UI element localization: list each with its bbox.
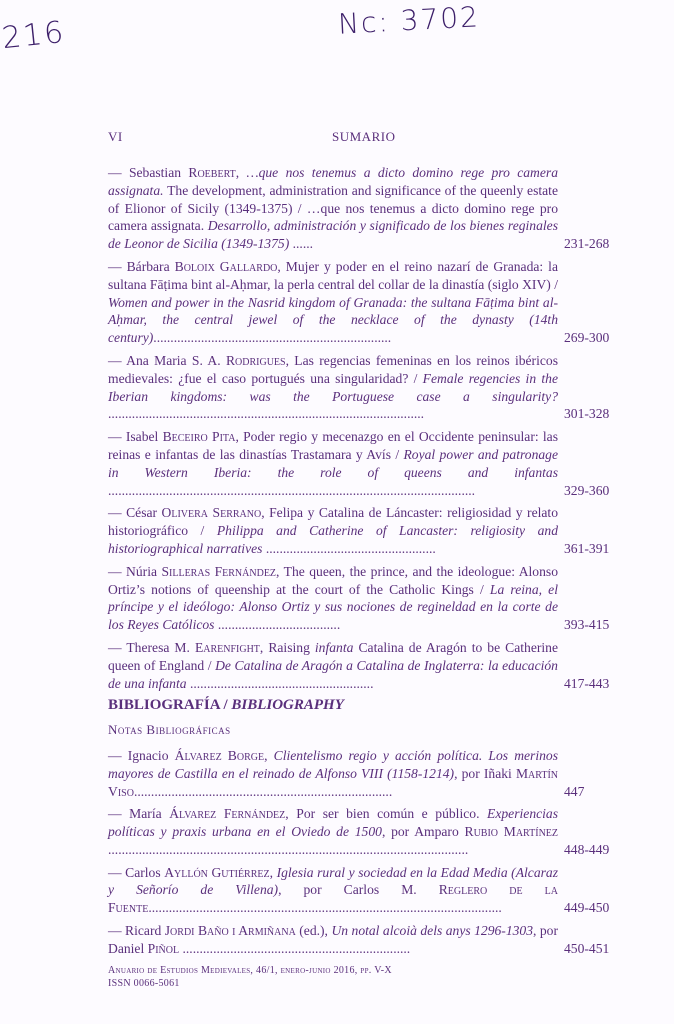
author-name: Rodrigues	[225, 352, 286, 368]
bibliography-entry: — Ricard Jordi Baño i Armiñana (ed.), Un notal alcoià dels anys 1296-1303, por Daniel Piñol ................................................................... 450-451	[108, 922, 558, 958]
toc-entry: — Núria Silleras Fernández, The queen, the prince, and the ideologue: Alonso Ortiz’s notions of queenship at the court of the Catholic Kings / La reina, el príncipe y el ideólogo: Alonso Ortiz y sus nociones de regineldad en la corte de los Reyes Católicos .................................... 393-415	[108, 563, 558, 634]
author-name: Beceiro Pita	[162, 429, 236, 445]
page-range: 269-300	[564, 330, 610, 346]
table-of-contents	[108, 164, 610, 963]
section-heading: BIBLIOGRAFÍA / BIBLIOGRAPHY	[108, 697, 344, 714]
page-title: SUMARIO	[332, 129, 396, 144]
reviewer-name: Piñol	[147, 940, 180, 956]
toc-entry: — Isabel Beceiro Pita, Poder regio y mecenazgo en el Occidente peninsular: las reinas e infantas de las dinastías Trastamara y Avís / Royal power and patronage in Western Iberia: the role of queens and infantas ............................................................................................................ 329-360	[108, 428, 558, 499]
author-name: Roebert	[188, 165, 236, 180]
bibliography-entry: — Ignacio Álvarez Borge, Clientelismo regio y acción política. Los merinos mayores de Castilla en el reinado de Alfonso VIII (1158-1214), por Iñaki Martín Viso............................................................................ 447	[108, 747, 558, 800]
author-name: Earenfight	[194, 639, 260, 655]
page-number: VI	[108, 129, 123, 144]
bibliography-entry: — Carlos Ayllón Gutiérrez, Iglesia rural y sociedad en la Edad Media (Alcaraz y Señorío de Villena), por Carlos M. Reglero de la Fuente........................................................................................................ 449-450	[108, 864, 558, 917]
page-range: 450-451	[564, 940, 610, 956]
toc-entry: — Sebastian Roebert, …que nos tenemus a dicto domino rege pro camera assignata. The development, administration and significance of the queenly estate of Elionor of Sicily (1349-1375) / …que nos tenemus a dicto domino rege pro camera assignata. Desarrollo, administración y significado de los bienes reginales de Leonor de Sicilia (1349-1375) ...... 231-268	[108, 164, 558, 253]
journal-citation: Anuario de Estudios Medievales, 46/1, enero-junio 2016, pp. V-X	[108, 965, 392, 976]
author-name: Álvarez Fernández	[169, 806, 286, 822]
author-name: Boloix Gallardo	[174, 258, 278, 274]
toc-entry: — Ana Maria S. A. Rodrigues, Las regencias femeninas en los reinos ibéricos medievales: ¿fue el caso portugués una singularidad? / Female regencies in the Iberian kingdoms: was the Portuguese case a singularity? ............................................................................................. 301-328	[108, 352, 558, 423]
page-range: 329-360	[564, 482, 610, 498]
handwritten-number: 216	[0, 14, 67, 57]
bibliography-entry: — María Álvarez Fernández, Por ser bien común e público. Experiencias políticas y praxis urbana en el Oviedo de 1500, por Amparo Rubio Martínez .......................................................................................................... 448-449	[108, 805, 558, 858]
author-name: Álvarez Borge	[174, 747, 265, 763]
page-range: 361-391	[564, 540, 610, 556]
page-range: 393-415	[564, 617, 610, 633]
page-range: 301-328	[564, 406, 610, 422]
page-range: 417-443	[564, 675, 610, 691]
page-range: 447	[564, 783, 585, 799]
author-name: Olivera Serrano	[161, 505, 262, 521]
page-footer	[108, 964, 392, 990]
page-range: 448-449	[564, 841, 610, 857]
author-name: Ayllón Gutiérrez	[164, 864, 270, 880]
handwritten-catalog-number: Nc: 3702	[337, 0, 481, 41]
toc-entry: — Theresa M. Earenfight, Raising infanta Catalina de Aragón to be Catherine queen of England / De Catalina de Aragón a Catalina de Inglaterra: la educación de una infanta ...................................................... 417-443	[108, 639, 558, 692]
toc-entry: — Bárbara Boloix Gallardo, Mujer y poder en el reino nazarí de Granada: la sultana Fāṭima bint al-Aḥmar, la perla central del collar de la dinastía (siglo XIV) / Women and power in the Nasrid kingdom of Granada: the sultana Fāṭima bint al-Aḥmar, the central jewel of the necklace of the dynasty (14th century)...................................................................... 269-300	[108, 258, 558, 347]
reviewer-name: Rubio Martínez	[464, 824, 559, 840]
reviewer-name: Reglero de la Fuente	[108, 882, 558, 916]
author-name: Silleras Fernández	[161, 563, 277, 579]
toc-entry: — César Olivera Serrano, Felipa y Catalina de Láncaster: religiosidad y relato historiográfico / Philippa and Catherine of Lancaster: religiosity and historiographical narratives .................................................. 361-391	[108, 504, 558, 557]
author-name: Jordi Baño i Armiñana	[164, 923, 296, 939]
subsection-heading: Notas Bibliográficas	[108, 722, 231, 738]
issn: ISSN 0066-5061	[108, 978, 180, 989]
page-range: 231-268	[564, 236, 610, 252]
reviewer-name: Martín Viso	[108, 765, 558, 799]
page-range: 449-450	[564, 900, 610, 916]
